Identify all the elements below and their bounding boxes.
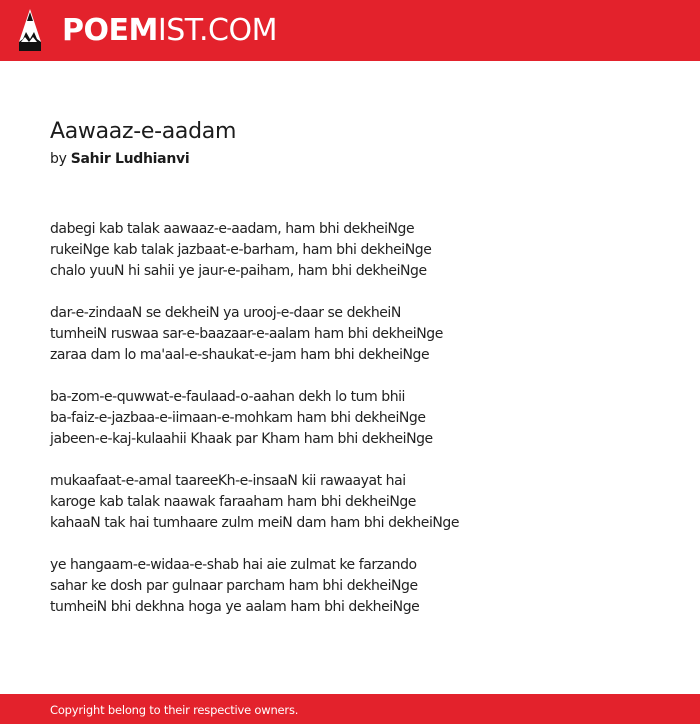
site-logo[interactable] <box>62 13 277 49</box>
poem-line: dar-e-zindaaN se dekheiN ya urooj-e-daar se dekheiN <box>50 305 401 321</box>
poem-line: tumheiN bhi dekhna hoga ye aalam ham bhi dekheiNge <box>50 599 420 615</box>
site-footer <box>0 694 700 724</box>
poem-line: sahar ke dosh par gulnaar parcham ham bhi dekheiNge <box>50 578 418 594</box>
pencil-logo-icon[interactable] <box>17 8 43 52</box>
poem-title: Aawaaz-e-aadam <box>50 119 237 144</box>
poem-line: zaraa dam lo ma'aal-e-shaukat-e-jam ham bhi dekheiNge <box>50 347 430 363</box>
poem-line: mukaafaat-e-amal taareeKh-e-insaaN kii rawaayat hai <box>50 473 406 489</box>
stanza <box>50 303 670 366</box>
poem-line: kahaaN tak hai tumhaare zulm meiN dam ham bhi dekheiNge <box>50 515 460 531</box>
author-name[interactable]: Sahir Ludhianvi <box>70 151 190 167</box>
stanza <box>50 471 670 534</box>
poem-line: ba-faiz-e-jazbaa-e-iimaan-e-mohkam ham bhi dekheiNge <box>50 410 426 426</box>
logo-bold-text: POEM <box>62 13 158 48</box>
logo-light-text: IST.COM <box>157 13 277 48</box>
poem-line: karoge kab talak naawak faraaham ham bhi dekheiNge <box>50 494 416 510</box>
poem-line: dabegi kab talak aawaaz-e-aadam, ham bhi dekheiNge <box>50 221 415 237</box>
poem-line: jabeen-e-kaj-kulaahii Khaak par Kham ham bhi dekheiNge <box>50 431 433 447</box>
stanza <box>50 219 670 282</box>
poem-line: chalo yuuN hi sahii ye jaur-e-paiham, ham bhi dekheiNge <box>50 263 427 279</box>
by-label: by <box>50 151 67 167</box>
poem-line: tumheiN ruswaa sar-e-baazaar-e-aalam ham bhi dekheiNge <box>50 326 443 342</box>
poem-body <box>50 219 670 618</box>
poem-byline <box>50 149 670 169</box>
poem-content <box>50 115 670 639</box>
stanza <box>50 387 670 450</box>
copyright-text: Copyright belong to their respective owners. <box>50 703 299 717</box>
site-header <box>0 0 700 61</box>
poem-line: ba-zom-e-quwwat-e-faulaad-o-aahan dekh lo tum bhii <box>50 389 405 405</box>
poem-line: rukeiNge kab talak jazbaat-e-barham, ham bhi dekheiNge <box>50 242 432 258</box>
poem-line: ye hangaam-e-widaa-e-shab hai aie zulmat ke farzando <box>50 557 417 573</box>
stanza <box>50 555 670 618</box>
